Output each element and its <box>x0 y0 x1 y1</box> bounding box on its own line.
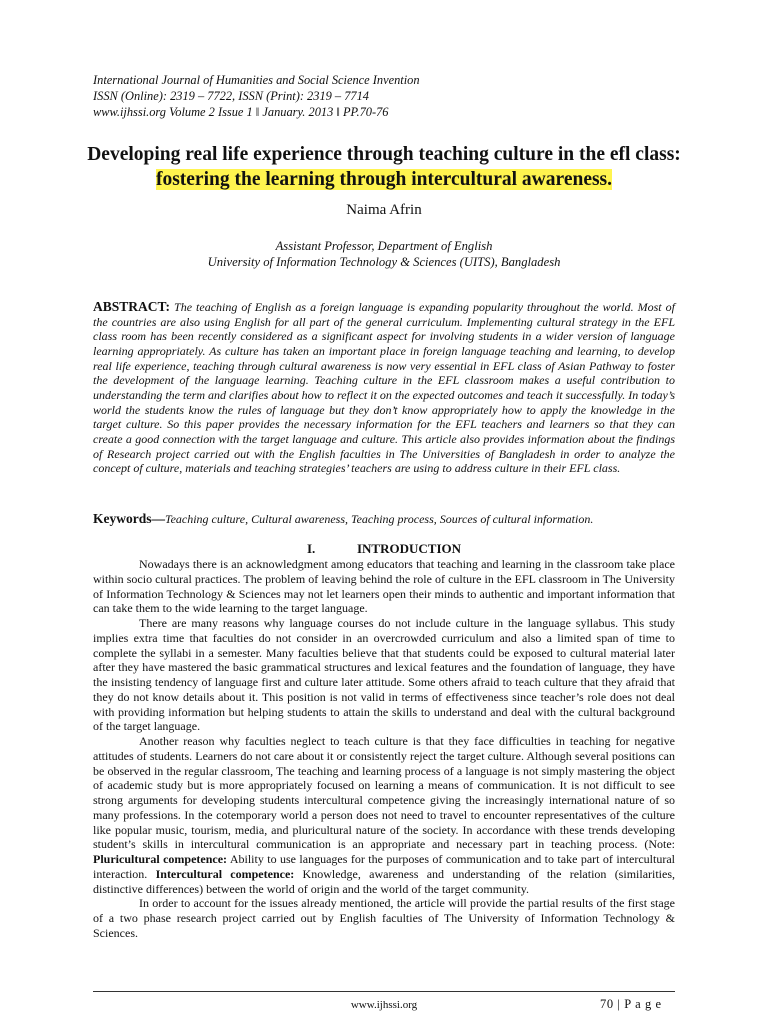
paragraph: There are many reasons why language courses do not include culture in the language syllabus. This study implies extra time that faculties do not consider in an overcrowded curriculum and also a limited span of time to complete the syllabi in a semester. Many faculties believe that that students could be exposed to cultural material later after they have mastered the basic grammatical structures and lexical features and the foundation of language, they have the insisting tendency of language first and culture later attitude. Some others afraid to teach culture that they afraid that they do not know details about it. This position is not valid in terms of effectiveness since teacher’s role does not deal with providing information but helping students to attain the skills to understand and deal with the cultural background of the target language. <box>93 616 675 734</box>
body-text <box>93 557 675 941</box>
affiliation-position: Assistant Professor, Department of English <box>275 239 493 253</box>
affiliation-institution: University of Information Technology & Sciences (UITS), Bangladesh <box>207 255 561 269</box>
affiliation <box>0 238 768 270</box>
author-name: Naima Afrin <box>346 202 422 218</box>
paragraph: Nowadays there is an acknowledgment among educators that teaching and learning in the classroom take place within socio cultural practices. The problem of leaving behind the role of culture in the EFL classroom in The University of Information Technology & Sciences may not let learners open their minds to authentic and important information that can take them to the wide learning to the target language. <box>93 557 675 616</box>
abstract-label: ABSTRACT: <box>93 299 171 314</box>
paper-title <box>80 142 688 192</box>
keywords-label: Keywords— <box>93 511 165 526</box>
footer-url: www.ijhssi.org <box>350 999 418 1011</box>
paragraph: In order to account for the issues already mentioned, the article will provide the partial results of the first stage of a two phase research project carried out by English faculties of The University of Information Technology & Sciences. <box>93 896 675 940</box>
footer-rule <box>93 991 675 992</box>
section-heading <box>0 541 768 557</box>
keywords-text: Teaching culture, Cultural awareness, Teaching process, Sources of cultural information. <box>165 512 594 526</box>
keywords <box>93 511 675 527</box>
journal-volume: www.ijhssi.org Volume 2 Issue 1 ǁ January. 2013 ǁ PP.70-76 <box>93 105 389 119</box>
term-intercultural: Intercultural competence: <box>155 866 295 881</box>
abstract-text: The teaching of English as a foreign language is expanding popularity throughout the world. Most of the countries are also using English for all part of the general curriculum. Implementing cultural strategy in the EFL class room has been recently considered as a significant aspect for involving students in a wider version of language learning appropriately. As culture has taken an important place in foreign language teaching and learning, to develop real life experience, teaching through cultural awareness is now very essential in EFL class of Asian Pathway to foster the development of the language learning. Teaching culture in the EFL classroom makes a useful contribution to understanding the term and clarifies about how to reflect it on the expected outcomes and teach it successfully. In today’s world the students know the rules of language but they don’t know appropriately how to apply the knowledge in the target culture. So this paper provides the necessary information for the EFL teachers and learners so that they can create a good connection with the target language and culture. This article also provides information about the findings of Research project carried out with the English faculties in The Universities of Bangladesh in order to analyze the concept of culture, materials and teaching strategies’ teachers are using to address culture in their EFL class. <box>93 300 675 476</box>
abstract <box>93 300 675 476</box>
term-pluricultural: Pluricultural competence: <box>93 852 228 866</box>
title-highlighted: fostering the learning through intercultural awareness. <box>155 169 613 190</box>
section-title: INTRODUCTION <box>356 541 461 556</box>
title-main: Developing real life experience through teaching culture in the efl class: <box>87 144 681 165</box>
journal-header <box>93 72 693 120</box>
journal-issn: ISSN (Online): 2319 – 7722, ISSN (Print): 2319 – 7714 <box>93 89 370 103</box>
page-number: 70 | P a g e <box>600 997 662 1011</box>
paragraph-text: Ability to use languages for the purposes of communication and to take part of intercultural interaction. <box>93 852 675 881</box>
paragraph <box>93 734 675 896</box>
paragraph-text: Knowledge, awareness and understanding of the relation (similarities, distinctive differences) between the world of origin and the world of the target community. <box>93 866 676 896</box>
section-number: I. <box>306 541 316 556</box>
paragraph-text: Another reason why faculties neglect to teach culture is that they face difficulties in teaching for negative attitudes of students. Learners do not care about it or consistently reject the target culture. Although several positions can be observed in the regular classroom, The teaching and learning process of a language is not simply mastering the object of academic study but is more appropriately focused on learning a means of communication. It is not difficult to see strong arguments for developing students intercultural competence giving the increasingly international nature of so many professions. In the cotemporary world a person does not need to travel to encounter representatives of the culture like popular music, tourism, media, and pluricultural nature of the society. In accordance with these trends developing student’s skills in intercultural communication is an appropriate and necessary part in teaching process. (Note: <box>93 734 675 852</box>
journal-name: International Journal of Humanities and Social Science Invention <box>93 73 420 87</box>
